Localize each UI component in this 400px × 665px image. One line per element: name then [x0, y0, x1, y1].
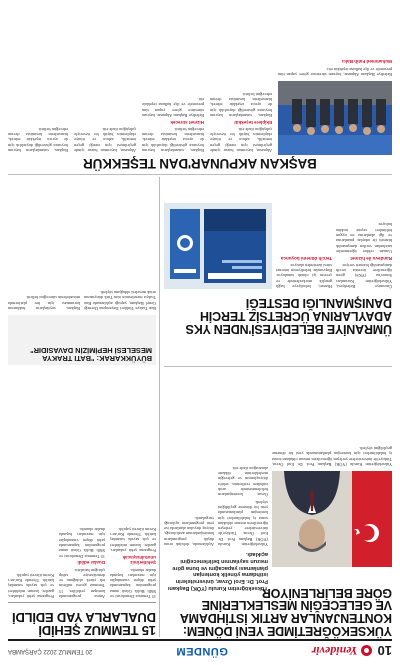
lead-paragraph: Yükseköğretim Kurulu (YÖK) Başkanı Prof. Dr. Erol Özvar, Türkiye'de üniversitelere yerleşen öğrencilerin mezun olduktan sonra iş bulabilmeleri için kontenjan planlamasında yeni bir döneme geçildiğini söyledi. — [272, 446, 392, 467]
sidebar-paragraph: Başkan, soydaşların haklarının korunması için her platformda mücadelenin süreceğini belirtti. — [8, 295, 80, 311]
right-subhead: Dualar edildi — [77, 560, 105, 566]
right-paragraph: Programa şehit yakınları, gaziler, kurum müdürleri ve çok sayıda vatandaş katıldı. Törende Kur'an-ı Kerim tilaveti yapıldı. — [8, 572, 54, 599]
brand — [312, 644, 372, 659]
sidebar-column-2 — [8, 177, 80, 311]
bottom-paragraph: Akpunar, bayramın huzur içinde geçirilmesi için emeği geçen temizlik, zabıta ve itfaiye ekiplerinin büyük bir özveriyle çalıştığını ifade etti. — [74, 126, 136, 153]
sidebar-story-box — [8, 315, 156, 365]
section-title: GÜNDEM — [175, 645, 228, 657]
bottom-paragraph: Başkan, vatandaşların bayram boyunca gösterdiği duyarlılık için de ayrıca teşekkür ederek, hizmetlerin kesintisiz devam edeceğini belirtti. — [210, 91, 272, 118]
bottom-subhead: Ekiplere teşekkür — [233, 119, 272, 125]
middle-headline: ÜMRANİYE BELEDİYESİ'NDEN YKS ADAYLARINA ÜCRETSİZ TERCİH DANIŞMANLIĞI DESTEĞİ — [185, 296, 392, 336]
column-divider — [159, 177, 160, 637]
right-headline-rule — [8, 602, 156, 603]
bottom-paragraph: Belediye Başkanı Akpunar, bayram süresince görev yapan tüm personele ve ilçe halkına teşekkür etti. — [278, 66, 392, 77]
lead-column-3 — [272, 371, 392, 467]
story-divider — [164, 366, 392, 367]
lead-dek-block — [164, 550, 268, 591]
right-paragraph: Anma programında konuşan yetkililer, 15 Temmuz gecesi milletin tek yürek olduğunu ve demokrasiye sahip çıktığını hatırlattı. — [59, 567, 105, 599]
bottom-paragraph: Belediye Başkanı Akpunar, bayram süresince görev yapan tüm personele ve ilçe halkına teşekkür etti. — [142, 97, 204, 118]
right-headline: 15 TEMMUZ ŞEHİDİ DUALARLA YAD EDİLDİ — [12, 609, 156, 638]
bottom-column-5 — [8, 7, 68, 153]
middle-photo — [164, 203, 272, 289]
sidebar-paragraph: Batı Trakya Türkleri Dayanışma Derneği Genel Başkanı, yaptığı açıklamada Batı Trakya meselesinin tüm Türk dünyasının ortak meselesi olduğunu söyledi. — [84, 290, 156, 311]
middle-paragraph: Ümraniye Belediyesi, Yükseköğretim Kurumları Sınavı'na (YKS) giren öğrencilere ücretsiz tercih danışmanlığı hizmeti veriyor. — [336, 262, 392, 289]
lead-paragraph: Yükseköğretim Kurulu (YÖK) Başkanı Prof. Dr. Erol Özvar, Türkiye'de üniversitelere yerleşen öğrencilerin mezun olduktan sonra iş bulabilmeleri için kontenjan planlamasında yeni bir döneme geçildiğini söyledi. — [218, 499, 268, 547]
lead-dek: Yükseköğretim Kurulu (YÖK) Başkanı Prof. Dr. Erol Özvar, üniversitelerin istihdama yönelik kontenjan planlaması yapacağını ve buna göre mezun sayılarının belirleneceğini açıkladı. — [167, 551, 268, 591]
sidebar-headline: BÜYÜKKARAK: "BATI TRAKYA MESELESİ HEPİMİZİN DAVASIDIR" — [30, 345, 152, 363]
group-photo — [278, 81, 392, 155]
middle-subhead: Randevu ile hizmet — [350, 255, 392, 261]
brand-logo-icon — [361, 646, 372, 657]
masthead — [8, 639, 392, 661]
lead-column-1 — [218, 371, 268, 547]
booth-photo — [164, 203, 272, 289]
right-paragraph: Programa şehit yakınları, gaziler, kurum müdürleri ve çok sayıda vatandaş katıldı. Törende Kur'an-ı Kerim tilaveti yapıldı. — [110, 526, 156, 554]
brand-name: Yenidevir — [311, 644, 358, 659]
story-divider — [8, 174, 392, 175]
bottom-paragraph: Başkan, vatandaşların bayram boyunca gösterdiği duyarlılık için de ayrıca teşekkür ederek, hizmetlerin kesintisiz devam edeceğini belirtti. — [8, 126, 68, 153]
lead-photo — [272, 471, 392, 567]
bottom-byline: Muhammed Fatih Balcı — [341, 59, 392, 65]
middle-subhead: Tercih dönemi boyunca — [280, 255, 332, 261]
bottom-column-1 — [278, 7, 392, 77]
bottom-column-4 — [74, 7, 136, 153]
bottom-column-3 — [142, 7, 204, 153]
bottom-paragraph: Akpunar, bayramın huzur içinde geçirilmesi için emeği geçen temizlik, zabıta ve itfaiye ekiplerinin büyük bir özveriyle çalıştığını ifade etti. — [210, 126, 272, 153]
lead-paragraph: Özvar, kontenjanların belirlenmesinde artık istihdam verilerinin, sektör ihtiyaçlarının ve geleceğin mesleklerinin dikkate alınacağını ifade etti. — [218, 465, 268, 498]
bottom-column-2 — [210, 7, 272, 153]
bottom-subhead: Hizmet sürecek — [170, 119, 204, 125]
lead-column-2 — [164, 371, 214, 547]
bottom-photo — [278, 81, 392, 155]
right-paragraph: 15 Temmuz Demokrasi ve Milli Birlik Günü anma programları kapsamında şehit düşen vatandaşlar için mezarları başında dualar okundu. — [59, 527, 105, 559]
right-subhead: Şehitlerimiz unutulmayacak — [122, 554, 156, 566]
right-column-3 — [8, 369, 54, 599]
right-column-1 — [110, 369, 156, 599]
middle-paragraph: Hizmet, belediyeye bağlı gençlik merkezlerinde ve çevrim içi olarak sunuluyor. Başvurular belediyenin internet sitesi üzerinden alınıyor. — [276, 262, 332, 289]
page-number: 10 — [377, 643, 392, 659]
right-paragraph: 15 Temmuz Demokrasi ve Milli Birlik Günü anma programları kapsamında şehit düşen vatandaşlar için mezarları başında dualar okundu. — [110, 567, 156, 599]
middle-column-2 — [276, 177, 332, 289]
middle-column-1 — [336, 177, 392, 289]
right-column-2 — [59, 369, 105, 599]
middle-paragraph: Uzman rehber öğretmenler tarafından verilen danışmanlık hizmeti ile adaylar, puanlarına ve ilgi alanlarına en uygun bölümleri seçme imkânı buluyor. — [336, 222, 392, 254]
portrait-photo — [272, 471, 392, 567]
issue-date: 20 TEMMUZ 2022 ÇARŞAMBA — [8, 648, 93, 654]
lead-paragraph: Açıklamada, doluluk oranı düşük programların kontenjanlarının azaltılacağı, ihtiyaç duyulan alanlarda ise yeni programların açılacağı vurgulandı. — [164, 515, 214, 547]
lead-headline: YÜKSEKÖĞRETİMDE YENİ DÖNEM: KONTENJANLAR ARTIK İSTİHDAMA VE GELECEĞİN MESLEKLERİNE GÖRE BELİRLENİYOR — [180, 585, 392, 638]
bottom-paragraph: Başkan, vatandaşların bayram boyunca gösterdiği duyarlılık için de ayrıca teşekkür ederek, hizmetlerin kesintisiz devam edeceğini belirtti. — [142, 126, 204, 153]
sidebar-column-1 — [84, 177, 156, 311]
bottom-headline: BAŞKAN AKPUNAR'DAN TEŞEKKÜR — [83, 156, 317, 171]
